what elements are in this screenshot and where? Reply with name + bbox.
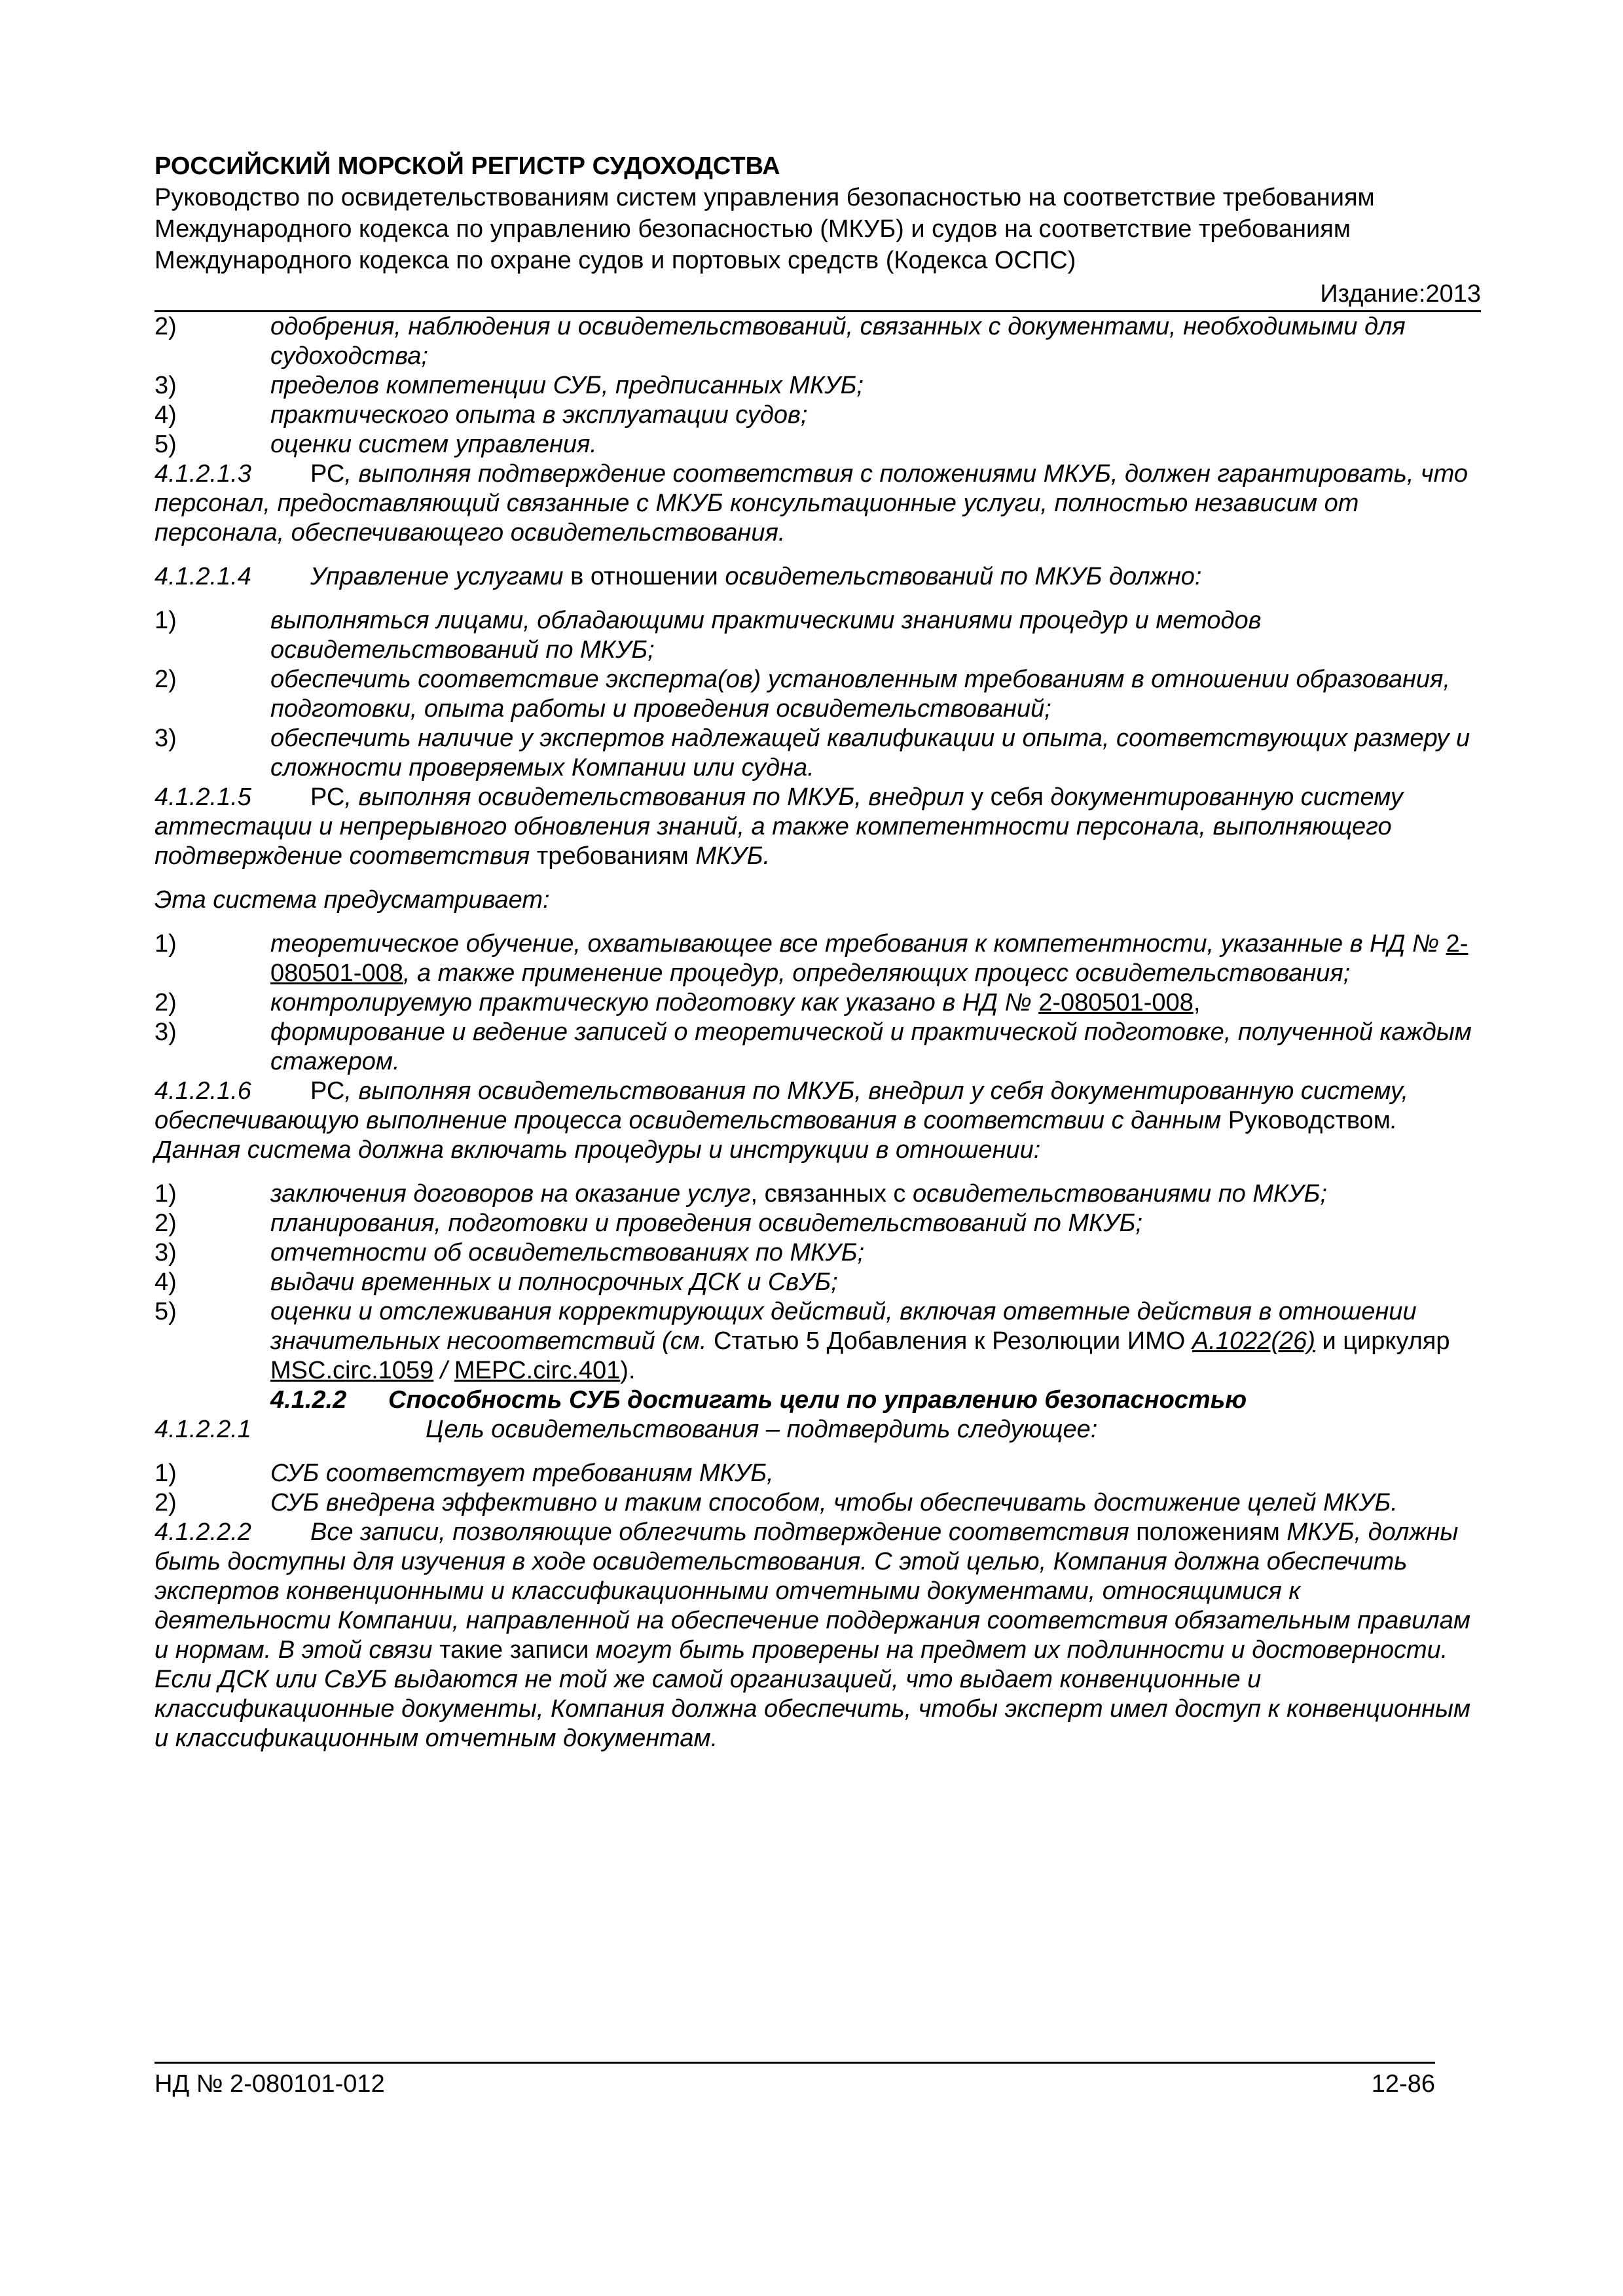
list-item-text: выполняться лицами, обладающими практическими знаниями процедур и методов освидетельствований по МКУБ; [270,607,1262,664]
list-item-number: 2) [155,989,177,1016]
list-item-number: 3) [155,1239,177,1266]
list-item-number: 3) [155,1018,177,1046]
footer-doc-number: НД № 2-080101-012 [155,2070,385,2098]
list-item-text: / [433,1357,454,1384]
list-item-text: обеспечить наличие у экспертов надлежащей квалификации и опыта, соответствующих размеру и сложности проверяемых Компании или судна. [270,725,1470,781]
paragraph-4-1-2-2-2 [155,1518,1481,1753]
list-item-text: СУБ внедрена эффективно и таким способом, чтобы обеспечивать достижение целей МКУБ. [270,1489,1398,1516]
list-item [155,1459,1481,1488]
paragraph-text: РС [310,460,345,488]
list-item [155,606,1481,665]
spacer [155,871,1481,886]
list-item [155,430,1481,459]
list-item-text: обеспечить соответствие эксперта(ов) установленным требованиям в отношении образования, подготовки, опыта работы и проведения освидетельствований; [270,666,1450,723]
list-item-text: ). [620,1357,636,1384]
paragraph-number: 4.1.2.1.4 [155,563,251,590]
paragraph-text: , выполняя освидетельствования по МКУБ, внедрил [344,783,964,811]
list-item-text: , [1193,989,1201,1016]
paragraph-text: в отношении [563,563,725,590]
list-item [155,665,1481,724]
paragraph-text: РС [310,783,345,811]
list-item-text: освидетельствованиями по МКУБ; [912,1180,1327,1208]
paragraph-text: , выполняя освидетельствования по МКУБ, внедрил у себя документированную систему, обеспечивающую выполнение процесса освидетельствования в соответствии с данным [155,1077,1409,1134]
list-item-text: отчетности об освидетельствованиях по МКУБ; [270,1239,865,1266]
paragraph-text: у себя [964,783,1051,811]
paragraph-text: положениям [1129,1518,1287,1546]
document-link[interactable]: MEPC.circ.401 [454,1357,621,1384]
spacer [155,1165,1481,1179]
list-item-number: 1) [155,607,177,634]
spacer [155,1444,1481,1459]
list-item [155,1238,1481,1268]
list-item-number: 2) [155,1489,177,1516]
paragraph-4-1-2-2-1 [155,1415,1481,1444]
list-item-text: планирования, подготовки и проведения освидетельствований по МКУБ; [270,1210,1142,1237]
document-body [155,312,1481,1753]
list-item-text: теоретическое обучение, охватывающее все требования к компетентности, указанные в НД № [270,930,1446,958]
paragraph-number: 4.1.2.2.1 [155,1416,251,1443]
list-item-text: одобрения, наблюдения и освидетельствований, связанных с документами, необходимыми для судоходства; [270,313,1406,370]
list-item-number: 4) [155,1268,177,1296]
paragraph-number: 4.1.2.1.3 [155,460,251,488]
list-item [155,401,1481,430]
paragraph-4-1-2-1-3 [155,459,1481,548]
paragraph-text: документированную систему аттестации и непрерывного обновления знаний, а также компетентности персонала, выполняющего подтверждение соответствия [155,783,1403,870]
paragraph-text: МКУБ, должны быть доступны для изучения в ходе освидетельствования. С этой целью, Компания должна обеспечить экспертов конвенционными и классификационными отчетными документами, относящимися к деятельности Компании, направленной на обеспечение поддержания соответствия обязательным правилам и нормам. В этой связи [155,1518,1470,1664]
paragraph-text: Все записи, позволяющие облегчить подтверждение соответствия [310,1518,1129,1546]
paragraph-text: РС [310,1077,345,1105]
list-item-text: , а также применение процедур, определяющих процесс освидетельствования; [403,960,1351,987]
list-item [155,312,1481,371]
spacer [155,592,1481,606]
list-item-text: , связанных с [750,1180,913,1208]
paragraph-4-1-2-1-4 [155,562,1481,592]
list-item-number: 1) [155,930,177,958]
list-item [155,929,1481,988]
list-item-text: формирование и ведение записей о теоретической и практической подготовке, полученной каждым стажером. [270,1018,1472,1075]
document-link[interactable]: 2-080501-008 [270,930,1468,987]
paragraph-number: 4.1.2.2.2 [155,1518,251,1546]
paragraph-text: , выполняя подтверждение соответствия с положениями МКУБ, должен гарантировать, что персонал, предоставляющий связанные с МКУБ консультационные услуги, полностью независим от персонала, обеспечивающего освидетельствования. [155,460,1468,547]
paragraph-number: 4.1.2.1.6 [155,1077,251,1105]
system-intro: Эта система предусматривает: [155,886,550,914]
list-item [155,1297,1481,1386]
list-item-number: 4) [155,401,177,429]
spacer [155,548,1481,562]
list-item-text: выдачи временных и полносрочных ДСК и СвУБ; [270,1268,838,1296]
paragraph-text: требованиям [530,842,696,870]
paragraph-text: Руководством [1228,1107,1391,1134]
list-item-text: заключения договоров на оказание услуг [270,1180,751,1208]
list-item-text: СУБ соответствует требованиям МКУБ, [270,1460,774,1487]
section-heading-4-1-2-2 [155,1386,1481,1415]
document-link[interactable]: А.1022(26) [1192,1327,1315,1355]
paragraph-text: такие записи [432,1636,596,1664]
list-item [155,724,1481,783]
list-item-number: 2) [155,666,177,693]
paragraph-text: Цель освидетельствования – подтвердить следующее: [426,1416,1098,1443]
list-item-text: практического опыта в эксплуатации судов; [270,401,808,429]
list-item [155,988,1481,1018]
list-item-number: 1) [155,1460,177,1487]
list-item-text: оценки и отслеживания корректирующих действий, включая ответные действия в отношении значительных несоответствий (см. [270,1298,1417,1355]
list-item-text: Статью 5 Добавления к Резолюции ИМО [713,1327,1192,1355]
list-item-number: 2) [155,313,177,340]
list-item [155,1268,1481,1297]
edition-label: Издание:2013 [1320,280,1481,308]
list-item-number: 1) [155,1180,177,1208]
list-item-number: 2) [155,1210,177,1237]
list-item-text: оценки систем управления. [270,431,597,458]
list-item [155,1018,1481,1077]
list-item-number: 5) [155,431,177,458]
list-item-number: 3) [155,725,177,752]
list-item-text: и циркуляр [1315,1327,1450,1355]
list-item [155,1488,1481,1518]
list-item [155,371,1481,401]
document-link[interactable]: 2-080501-008 [1038,989,1194,1016]
section-title: Способность СУБ достигать цели по управлению безопасностью [388,1386,1247,1414]
list-item-number: 5) [155,1298,177,1325]
list-item-text: пределов компетенции СУБ, предписанных МКУБ; [270,372,864,399]
list-item [155,1179,1481,1209]
footer-page-number: 12-86 [1371,2070,1435,2098]
paragraph-text: Управление услугами [310,563,564,590]
paragraph-text: освидетельствований по МКУБ должно: [725,563,1202,590]
page-footer [155,2062,1435,2100]
footer-rule [155,2062,1435,2064]
spacer [155,915,1481,929]
list-item-number: 3) [155,372,177,399]
paragraph-number: 4.1.2.1.5 [155,783,251,811]
section-number: 4.1.2.2 [270,1386,347,1414]
document-page [155,151,1481,1753]
list-item-text: контролируемую практическую подготовку как указано в НД № [270,989,1039,1016]
page-header [155,151,1481,312]
paragraph-4-1-2-1-6 [155,1077,1481,1165]
header-subtitle: Руководство по освидетельствованиям систем управления безопасностью на соответствие требованиям Международного кодекса по управлению безопасностью (МКУБ) и судов на соответствие требованиям Международного кодекса по охране судов и портовых средств (Кодекса ОСПС) [155,184,1375,274]
paragraph-text: МКУБ. [695,842,771,870]
document-link[interactable]: MSC.circ.1059 [270,1357,434,1384]
paragraph-4-1-2-1-5 [155,783,1481,871]
list-item [155,1209,1481,1238]
header-title: РОССИЙСКИЙ МОРСКОЙ РЕГИСТР СУДОХОДСТВА [155,152,780,180]
paragraph-text: могут быть проверены на предмет их подлинности и достоверности. Если ДСК или СвУБ выдаются не той же самой организацией, что выдает конвенционные и классификационные документы, Компания должна обеспечить, чтобы эксперт имел доступ к конвенционным и классификационным отчетным документам. [155,1636,1471,1752]
paragraph-text: . Данная система должна включать процедуры и инструкции в отношении: [155,1107,1398,1164]
